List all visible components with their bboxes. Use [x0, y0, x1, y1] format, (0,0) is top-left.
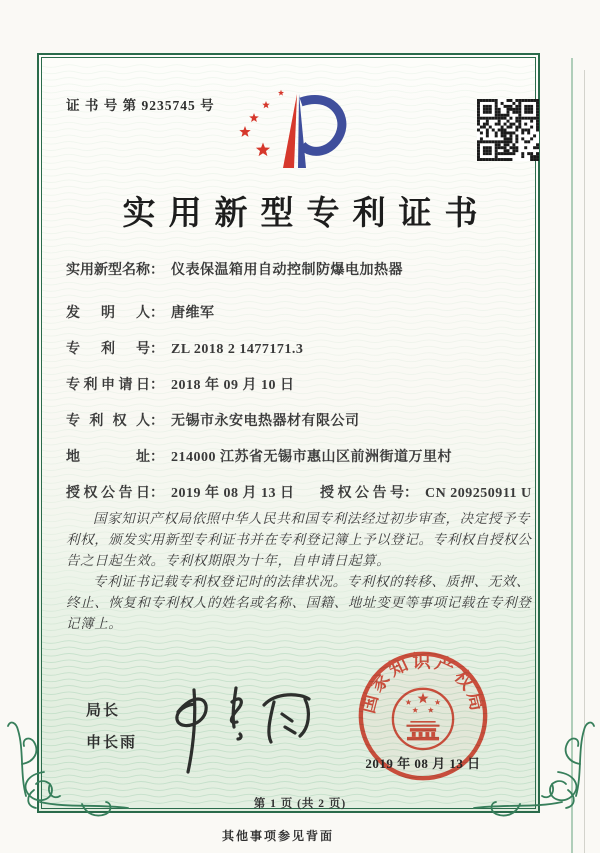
colon: ：: [150, 306, 164, 321]
legal-text-block: [66, 508, 544, 634]
certificate-title: 实用新型专利证书: [122, 196, 491, 232]
signature-shen-changyu: [148, 680, 318, 780]
field-value: ZL 2018 2 1477171.3: [171, 342, 304, 357]
field-value: 2018 年 09 月 10 日: [171, 378, 295, 393]
field-label: 授权公告号: [320, 486, 404, 501]
field-label: 专利号: [66, 342, 150, 357]
field-value: 214000 江苏省无锡市惠山区前洲街道万里村: [171, 450, 452, 465]
field-row-patentee: [66, 410, 360, 430]
field-label: 授权公告日: [66, 486, 150, 501]
field-row-inventor: [66, 302, 215, 322]
field-label: 实用新型名称: [66, 263, 150, 278]
colon: ：: [150, 378, 164, 393]
seal-ring-text: 国家知识产权局: [357, 651, 489, 716]
commissioner-post: 局长: [86, 703, 121, 719]
field-value: 仪表保温箱用自动控制防爆电加热器: [171, 263, 403, 278]
colon: ：: [150, 414, 164, 429]
certificate-number: 证 书 号 第 9235745 号: [66, 98, 215, 113]
field-row-patent-no: [66, 338, 303, 358]
legal-paragraph-2: 专利证书记载专利权登记时的法律状况。专利权的转移、质押、无效、终止、恢复和专利权人的姓名或名称、国籍、地址变更等事项记载在专利登记簿上。: [66, 574, 532, 631]
qr-code: [477, 99, 539, 161]
field-value: CN 209250911 U: [425, 486, 532, 501]
field-row-address: [66, 446, 452, 466]
field-label: 专利权人: [66, 414, 150, 429]
page-number: 第 1 页 (共 2 页): [253, 798, 347, 810]
field-label: 专利申请日: [66, 378, 150, 393]
field-label: 发明人: [66, 306, 150, 321]
colon: ：: [150, 450, 164, 465]
colon: ：: [150, 342, 164, 357]
field-row-grant: [66, 482, 542, 502]
colon: ：: [150, 486, 164, 501]
seal-date: 2019 年 08 月 13 日: [365, 756, 481, 771]
field-row-filing-date: [66, 374, 295, 394]
colon: ：: [150, 263, 164, 278]
field-value: 无锡市永安电热器材有限公司: [171, 414, 360, 429]
field-value: 唐维军: [171, 306, 215, 321]
logo-red-wedge: [283, 94, 297, 168]
field-row-name: [66, 259, 403, 279]
field-label: 地址: [66, 450, 150, 465]
colon: ：: [404, 486, 418, 501]
field-value: 2019 年 08 月 13 日: [171, 486, 295, 501]
legal-paragraph-1: 国家知识产权局依照中华人民共和国专利法经过初步审查，决定授予专利权，颁发实用新型专利证书并在专利登记簿上予以登记。专利权自授权公告之日起生效。专利权期限为十年，自申请日起算。: [66, 511, 532, 568]
cnipa-logo-icon: [235, 84, 360, 179]
commissioner-block: [86, 699, 137, 763]
reverse-side-note: 其他事项参见背面: [221, 829, 334, 843]
commissioner-name: 申长雨: [86, 735, 138, 751]
logo-p-bowl: [301, 100, 342, 152]
grant-number-group: [320, 482, 532, 502]
